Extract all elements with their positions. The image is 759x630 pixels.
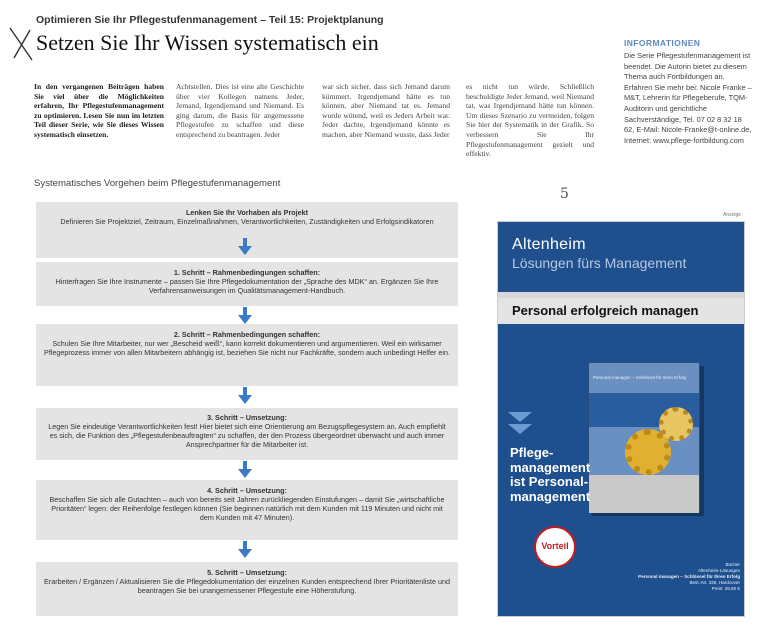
ad-footer-line: Best.-Nr. 336, Hardcover	[689, 580, 740, 585]
ad-claim-line: Pflege-	[510, 445, 554, 460]
flow-step-5	[36, 562, 458, 616]
kicker-part: – Teil 15: Projektplanung	[260, 14, 384, 26]
step-title: 2. Schritt – Rahmenbedingungen schaffen:	[173, 330, 321, 339]
ad-claim-line: management	[510, 459, 591, 475]
step-title: Lenken Sie Ihr Vorhaben als Projekt	[185, 208, 309, 217]
flow-step-4	[36, 480, 458, 540]
flow-step-1	[36, 262, 458, 306]
handwritten-x-mark	[6, 24, 36, 64]
diagram-title: Systematisches Vorgehen beim Pflegestufenmanagement	[34, 178, 281, 189]
article-column-1: In den vergangenen Beiträgen haben Sie viel über die Möglichkeiten erfahren, Ihr Pflegestufenmanagement zu optimieren. Lesen Sie nun im letzten Teil dieser Serie, wie Sie dieses Wissen systematisch einsetzen.	[34, 82, 164, 139]
ad-label: Anzeige	[723, 212, 742, 218]
info-sidebar	[624, 38, 752, 146]
step-text: Schulen Sie Ihre Mitarbeiter, nur wer „Bescheid weiß“, kann korrekt dokumentieren und argumentieren. Weil ein wirksamer Pflegeprozess immer von allen Mitarbeitern abhängig ist, beziehen Sie nicht nur Fachkräfte, sondern auch unbedingt Helfer ein.	[44, 339, 450, 357]
flow-step-3	[36, 408, 458, 460]
step-text: Definieren Sie Projektziel, Zeitraum, Einzelmaßnahmen, Verantwortlichkeiten, Zuständigkeiten und Erfolgsindikatoren	[60, 217, 434, 226]
badge-text: Vorteil	[541, 541, 569, 551]
ad-banner-text: Personal erfolgreich managen	[512, 303, 699, 318]
down-arrow-icon	[238, 238, 252, 256]
step-title: 3. Schritt – Umsetzung:	[207, 413, 287, 422]
step-text: Hinterfragen Sie Ihre Instrumente – passen Sie Ihre Pflegedokumentation der „Sprache des MDK“ an. Ergänzen Sie Ihre Verfahrensanweisungen im Qualitätsmanagement-Handbuch.	[55, 277, 439, 295]
info-title: INFORMATIONEN	[624, 38, 701, 48]
step-title: 5. Schritt – Umsetzung:	[207, 568, 287, 577]
step-title: 1. Schritt – Rahmenbedingungen schaffen:	[173, 268, 321, 277]
down-arrow-icon	[238, 541, 252, 559]
handwritten-margin-mark: 5	[560, 186, 569, 202]
down-arrow-icon	[238, 461, 252, 479]
chevron-down-icon	[508, 412, 534, 440]
ad-footer-line: Personal managen – Schlüssel für Ihren Erfolg	[638, 574, 740, 579]
info-body: Die Serie Pflegestufenmanagement ist beendet. Die Autorin bietet zu diesem Thema auch Fortbildungen an. Erfahren Sie mehr bei: Nicole Franke – M&T, Lehrerin für Pflegeberufe, TQM-Auditorin und gerichtliche Sachverständige, Tel. 07 02 8 32 18 62, E-Mail: Nicole-Franke@t-online.de, Internet: www.pflege-fortbildung.com	[624, 51, 752, 145]
ad-banner	[498, 298, 744, 324]
article-column-2: Achtstellen. Dies ist eine alte Geschichte über vier Kollegen namens Jeder, Jemand, Irgendjemand und Niemand. Es ging darum, die Basis für angemessene Pflegestufen zu schaffen und diese entsprechend zu beantragen. Jeder	[176, 82, 304, 139]
headline: Setzen Sie Ihr Wissen systematisch ein	[36, 30, 379, 55]
ad-brand: Altenheim	[512, 236, 586, 253]
step-title: 4. Schritt – Umsetzung:	[207, 486, 287, 495]
ad-footer-line: Bücher	[725, 562, 740, 567]
ad-claim-line: ist Personal-	[510, 474, 589, 489]
book-cover-title: Personal managen – Schlüssel für Ihren Erfolg	[593, 375, 687, 380]
down-arrow-icon	[238, 387, 252, 405]
kicker	[36, 14, 384, 26]
step-text: Legen Sie eindeutige Verantwortlichkeiten fest! Hier bietet sich eine Orientierung am Bezugspflegesystem an. Auch empfiehlt es sich, die Funktion des „Pflegestufenbeauftragten“ zu schaffen, der den Prozess übergeordnet überwacht und auch immer Ansprechpartner für die Mitarbeiter ist.	[48, 422, 446, 449]
ad-claim-line: management	[510, 488, 591, 504]
down-arrow-icon	[238, 307, 252, 325]
step-text: Beschaffen Sie sich alle Gutachten – auch von bereits seit Jahren zurückliegenden Einstufungen – damit Sie „wirtschaftliche Prioritäten“ legen: der Reihenfolge festlegen können (Sie beginnen natürlich mit dem Kunden mit 119 Minuten und nicht mit dem Kunden mit 47 Minuten).	[49, 495, 445, 522]
book-cover-image	[588, 362, 700, 512]
vorteil-badge	[534, 526, 576, 568]
ad-footer-line: Altenheim-Lösungen	[697, 568, 740, 573]
ad-claim	[510, 446, 590, 504]
gear-icon	[659, 407, 693, 441]
flow-step-2	[36, 324, 458, 386]
ad-footer	[590, 562, 740, 592]
article-column-4: es nicht tun würde. Schließlich beschuldigte Jeder Jemand, weil Niemand tat, was Irgendjemand hätte tun können. Um dieses Szenario zu vermeiden, folgen Sie hier der Systematik in der Grafik. So verbessern Sie Ihr Pflegestufenmanagement gezielt und effektiv.	[466, 82, 594, 159]
advertisement[interactable]	[497, 221, 745, 617]
kicker-series: Optimieren Sie Ihr Pflegestufenmanagement	[36, 14, 258, 26]
step-text: Erarbeiten / Ergänzen / Aktualisieren Sie die Pflegedokumentation der einzelnen Kunden entsprechend Ihrer Prioritätenliste und beantragen Sie bei unangemessener Pflegestufe eine Höherstufung.	[44, 577, 450, 595]
ad-header	[498, 222, 744, 292]
article-column-3: war sich sicher, dass sich Jemand darum kümmert. Irgendjemand hätte es tun können, aber Niemand tat es. Jemand wurde wütend, weil es Jeders Arbeit war. Jeder dachte, Irgendjemand könnte es machen, aber Niemand wusste, dass Jeder	[322, 82, 450, 139]
ad-brand-sub: Lösungen fürs Management	[512, 255, 687, 271]
ad-footer-line: Preis: 39,80 €	[711, 586, 740, 591]
book-cover-footer	[589, 475, 699, 513]
